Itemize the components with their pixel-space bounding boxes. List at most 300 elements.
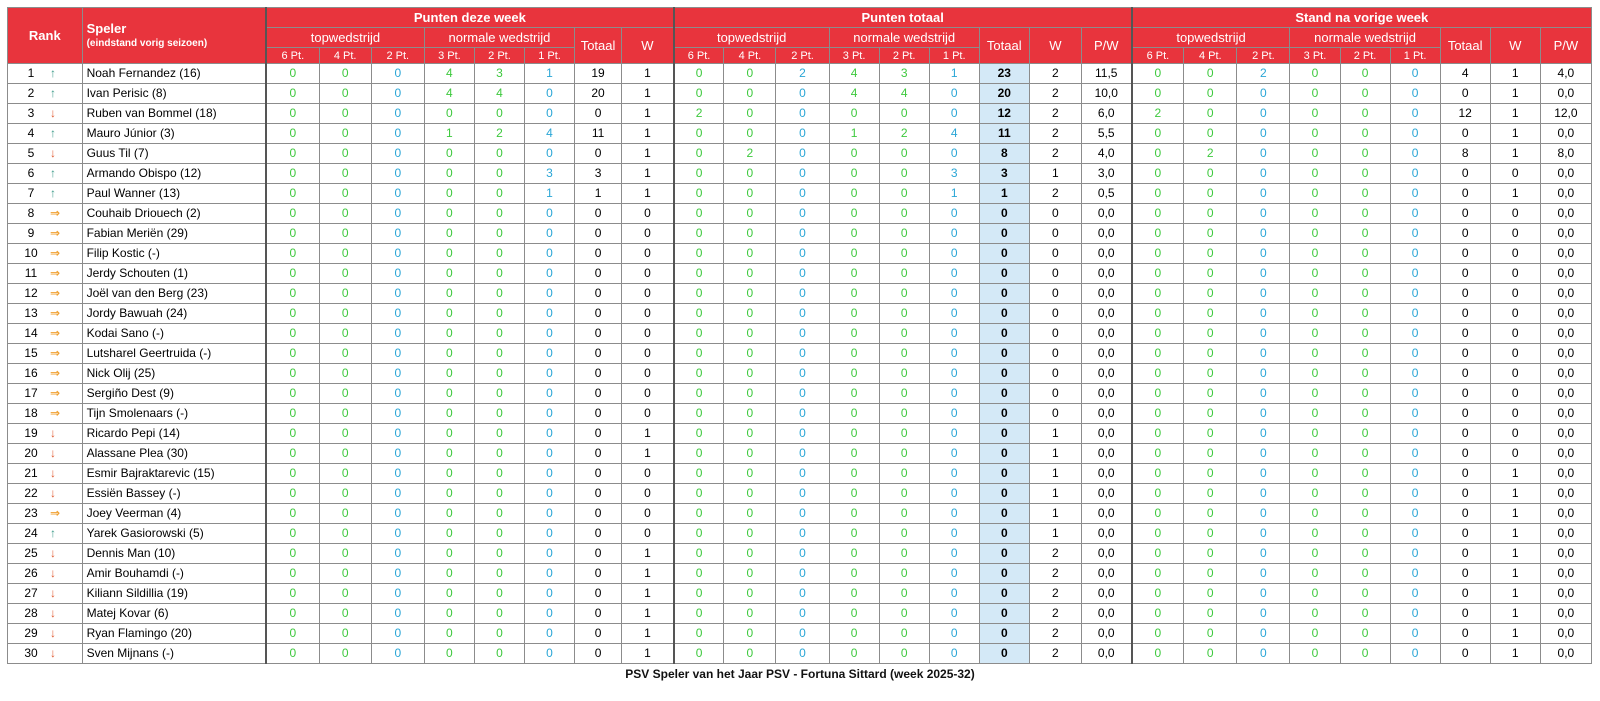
prev-pw-cell: 0,0 (1540, 504, 1591, 524)
week-points-cell: 0 (371, 164, 424, 184)
arrow-right-icon: ⇒ (50, 366, 61, 380)
prev-points-cell: 0 (1290, 624, 1340, 644)
week-points-cell: 0 (266, 624, 319, 644)
total-points-cell: 0 (879, 164, 929, 184)
total-w-cell: 2 (1029, 584, 1081, 604)
prev-points-cell: 0 (1184, 464, 1237, 484)
total-w-cell: 2 (1029, 144, 1081, 164)
player-name: Alassane Plea (30) (82, 444, 266, 464)
col-header-2pt: 2 Pt. (776, 48, 829, 64)
week-points-cell: 0 (371, 604, 424, 624)
total-points-cell: 0 (829, 284, 879, 304)
total-w-cell: 0 (1029, 204, 1081, 224)
speler-header-subtitle: (eindstand vorig seizoen) (86, 37, 208, 49)
prev-points-cell: 0 (1290, 204, 1340, 224)
player-name: Joël van den Berg (23) (82, 284, 266, 304)
col-header-6pt: 6 Pt. (266, 48, 319, 64)
table-row (8, 144, 1592, 164)
arrow-right-icon: ⇒ (50, 406, 61, 420)
prev-points-cell: 0 (1340, 384, 1390, 404)
week-w-cell: 0 (622, 344, 674, 364)
prev-points-cell: 0 (1184, 544, 1237, 564)
week-points-cell: 0 (424, 464, 474, 484)
table-row (8, 464, 1592, 484)
prev-pw-cell: 0,0 (1540, 444, 1591, 464)
total-points-cell: 1 (829, 124, 879, 144)
total-w-cell: 2 (1029, 104, 1081, 124)
standings-body (8, 64, 1592, 664)
total-totaal-cell: 0 (979, 444, 1029, 464)
prev-points-cell: 0 (1237, 124, 1290, 144)
week-w-cell: 1 (622, 104, 674, 124)
total-points-cell: 0 (776, 484, 829, 504)
total-points-cell: 0 (776, 104, 829, 124)
total-points-cell: 0 (674, 324, 724, 344)
total-totaal-cell: 0 (979, 564, 1029, 584)
total-points-cell: 0 (674, 464, 724, 484)
player-name: Paul Wanner (13) (82, 184, 266, 204)
prev-w-cell: 0 (1490, 444, 1540, 464)
week-points-cell: 0 (424, 144, 474, 164)
week-points-cell: 0 (266, 184, 319, 204)
arrow-right-icon: ⇒ (50, 306, 61, 320)
week-points-cell: 0 (474, 164, 524, 184)
total-points-cell: 0 (879, 284, 929, 304)
table-row (8, 264, 1592, 284)
week-totaal-cell: 0 (575, 504, 622, 524)
total-points-cell: 0 (929, 304, 979, 324)
week-points-cell: 0 (424, 204, 474, 224)
rank-number: 21 (24, 466, 38, 480)
total-points-cell: 0 (674, 84, 724, 104)
prev-totaal-cell: 0 (1440, 364, 1490, 384)
prev-points-cell: 0 (1390, 344, 1440, 364)
total-points-cell: 0 (724, 224, 776, 244)
prev-points-cell: 0 (1184, 184, 1237, 204)
week-points-cell: 0 (371, 224, 424, 244)
total-points-cell: 0 (829, 444, 879, 464)
week-points-cell: 3 (474, 64, 524, 84)
total-totaal-cell: 0 (979, 524, 1029, 544)
week-points-cell: 0 (319, 164, 371, 184)
week-points-cell: 0 (319, 524, 371, 544)
prev-w-cell: 1 (1490, 624, 1540, 644)
week-totaal-cell: 19 (575, 64, 622, 84)
total-points-cell: 0 (776, 504, 829, 524)
col-header-totaal: Totaal (979, 28, 1029, 64)
subgroup-normale: normale wedstrijd (1290, 28, 1440, 48)
total-points-cell: 0 (724, 364, 776, 384)
prev-w-cell: 1 (1490, 124, 1540, 144)
prev-pw-cell: 0,0 (1540, 544, 1591, 564)
rank-cell (8, 564, 83, 584)
prev-pw-cell: 0,0 (1540, 224, 1591, 244)
week-points-cell: 0 (371, 484, 424, 504)
prev-points-cell: 0 (1390, 104, 1440, 124)
player-name: Yarek Gasiorowski (5) (82, 524, 266, 544)
total-points-cell: 0 (674, 504, 724, 524)
week-points-cell: 0 (266, 224, 319, 244)
table-row (8, 404, 1592, 424)
week-points-cell: 0 (371, 644, 424, 664)
prev-points-cell: 0 (1237, 244, 1290, 264)
total-points-cell: 0 (674, 204, 724, 224)
prev-points-cell: 0 (1340, 644, 1390, 664)
rank-number: 27 (24, 586, 38, 600)
player-name: Joey Veerman (4) (82, 504, 266, 524)
prev-points-cell: 2 (1132, 104, 1184, 124)
prev-points-cell: 0 (1132, 164, 1184, 184)
week-totaal-cell: 0 (575, 464, 622, 484)
group-header-totaal: Punten totaal (674, 8, 1132, 28)
total-points-cell: 0 (776, 444, 829, 464)
total-points-cell: 0 (724, 544, 776, 564)
week-points-cell: 0 (524, 284, 574, 304)
table-row (8, 424, 1592, 444)
week-points-cell: 0 (266, 64, 319, 84)
player-name: Essiën Bassey (-) (82, 484, 266, 504)
week-points-cell: 0 (424, 584, 474, 604)
prev-w-cell: 1 (1490, 544, 1540, 564)
table-row (8, 324, 1592, 344)
total-points-cell: 0 (776, 224, 829, 244)
week-w-cell: 0 (622, 384, 674, 404)
prev-points-cell: 0 (1237, 324, 1290, 344)
total-points-cell: 0 (929, 84, 979, 104)
week-totaal-cell: 0 (575, 544, 622, 564)
arrow-down-icon: ↓ (50, 566, 56, 580)
arrow-down-icon: ↓ (50, 146, 56, 160)
total-w-cell: 1 (1029, 504, 1081, 524)
col-header-2pt-normal: 2 Pt. (474, 48, 524, 64)
prev-totaal-cell: 0 (1440, 504, 1490, 524)
week-points-cell: 0 (474, 264, 524, 284)
week-points-cell: 0 (319, 484, 371, 504)
total-pw-cell: 0,0 (1081, 364, 1131, 384)
week-points-cell: 0 (371, 84, 424, 104)
player-name: Amir Bouhamdi (-) (82, 564, 266, 584)
rank-number: 6 (27, 166, 35, 180)
prev-points-cell: 0 (1184, 224, 1237, 244)
total-points-cell: 0 (674, 284, 724, 304)
prev-points-cell: 0 (1184, 84, 1237, 104)
week-points-cell: 0 (266, 524, 319, 544)
week-points-cell: 0 (524, 344, 574, 364)
col-header-1pt: 1 Pt. (1390, 48, 1440, 64)
week-points-cell: 0 (424, 384, 474, 404)
week-points-cell: 0 (524, 564, 574, 584)
table-row (8, 544, 1592, 564)
prev-points-cell: 0 (1237, 284, 1290, 304)
prev-totaal-cell: 0 (1440, 304, 1490, 324)
total-points-cell: 0 (929, 524, 979, 544)
prev-points-cell: 0 (1132, 604, 1184, 624)
total-points-cell: 0 (776, 84, 829, 104)
total-w-cell: 1 (1029, 524, 1081, 544)
total-totaal-cell: 0 (979, 204, 1029, 224)
total-points-cell: 0 (674, 124, 724, 144)
prev-pw-cell: 0,0 (1540, 164, 1591, 184)
total-totaal-cell: 0 (979, 264, 1029, 284)
total-points-cell: 0 (724, 184, 776, 204)
total-points-cell: 0 (724, 564, 776, 584)
week-points-cell: 0 (424, 284, 474, 304)
prev-points-cell: 0 (1132, 544, 1184, 564)
prev-totaal-cell: 0 (1440, 204, 1490, 224)
week-points-cell: 0 (266, 104, 319, 124)
prev-points-cell: 0 (1290, 404, 1340, 424)
week-w-cell: 1 (622, 584, 674, 604)
week-points-cell: 0 (266, 484, 319, 504)
arrow-right-icon: ⇒ (50, 506, 61, 520)
total-points-cell: 0 (929, 384, 979, 404)
total-points-cell: 0 (724, 484, 776, 504)
week-points-cell: 4 (424, 64, 474, 84)
week-totaal-cell: 0 (575, 284, 622, 304)
week-w-cell: 0 (622, 284, 674, 304)
prev-points-cell: 0 (1237, 444, 1290, 464)
prev-points-cell: 0 (1184, 264, 1237, 284)
total-points-cell: 0 (879, 584, 929, 604)
total-points-cell: 0 (879, 464, 929, 484)
week-points-cell: 0 (319, 244, 371, 264)
total-points-cell: 0 (724, 204, 776, 224)
table-row (8, 224, 1592, 244)
player-name: Kodai Sano (-) (82, 324, 266, 344)
total-totaal-cell: 0 (979, 424, 1029, 444)
prev-points-cell: 0 (1184, 404, 1237, 424)
prev-points-cell: 0 (1290, 64, 1340, 84)
prev-points-cell: 0 (1237, 564, 1290, 584)
week-points-cell: 0 (524, 444, 574, 464)
prev-points-cell: 0 (1237, 144, 1290, 164)
total-pw-cell: 0,0 (1081, 264, 1131, 284)
total-points-cell: 0 (879, 344, 929, 364)
rank-cell (8, 144, 83, 164)
week-points-cell: 0 (371, 564, 424, 584)
table-row (8, 164, 1592, 184)
total-points-cell: 0 (829, 364, 879, 384)
week-points-cell: 0 (266, 324, 319, 344)
total-points-cell: 0 (776, 424, 829, 444)
prev-points-cell: 0 (1340, 104, 1390, 124)
week-points-cell: 0 (266, 584, 319, 604)
prev-w-cell: 1 (1490, 524, 1540, 544)
rank-number: 19 (24, 426, 38, 440)
total-totaal-cell: 0 (979, 404, 1029, 424)
total-points-cell: 0 (776, 144, 829, 164)
total-points-cell: 0 (929, 624, 979, 644)
prev-points-cell: 0 (1340, 164, 1390, 184)
week-points-cell: 0 (371, 384, 424, 404)
prev-points-cell: 0 (1237, 84, 1290, 104)
week-points-cell: 0 (319, 304, 371, 324)
total-points-cell: 0 (879, 384, 929, 404)
prev-pw-cell: 0,0 (1540, 644, 1591, 664)
prev-points-cell: 0 (1390, 124, 1440, 144)
week-points-cell: 0 (424, 164, 474, 184)
week-totaal-cell: 0 (575, 204, 622, 224)
prev-w-cell: 1 (1490, 604, 1540, 624)
prev-points-cell: 0 (1340, 404, 1390, 424)
week-points-cell: 0 (524, 144, 574, 164)
week-points-cell: 0 (524, 364, 574, 384)
week-points-cell: 0 (424, 524, 474, 544)
week-points-cell: 0 (474, 244, 524, 264)
table-row (8, 184, 1592, 204)
week-points-cell: 0 (424, 364, 474, 384)
week-w-cell: 0 (622, 204, 674, 224)
table-row (8, 524, 1592, 544)
prev-points-cell: 0 (1237, 264, 1290, 284)
arrow-right-icon: ⇒ (50, 326, 61, 340)
table-caption: PSV Speler van het Jaar PSV - Fortuna Sittard (week 2025-32) (625, 667, 975, 681)
total-points-cell: 0 (724, 644, 776, 664)
week-points-cell: 0 (474, 484, 524, 504)
total-points-cell: 0 (724, 404, 776, 424)
table-row (8, 104, 1592, 124)
prev-points-cell: 0 (1184, 644, 1237, 664)
total-totaal-cell: 3 (979, 164, 1029, 184)
prev-points-cell: 0 (1184, 584, 1237, 604)
arrow-right-icon: ⇒ (50, 346, 61, 360)
week-points-cell: 0 (371, 304, 424, 324)
total-w-cell: 1 (1029, 164, 1081, 184)
week-w-cell: 0 (622, 504, 674, 524)
total-points-cell: 0 (929, 484, 979, 504)
subgroup-topwedstrijd: topwedstrijd (1132, 28, 1290, 48)
prev-points-cell: 0 (1390, 444, 1440, 464)
prev-points-cell: 0 (1340, 184, 1390, 204)
total-w-cell: 2 (1029, 564, 1081, 584)
total-points-cell: 0 (929, 564, 979, 584)
rank-cell (8, 524, 83, 544)
rank-cell (8, 84, 83, 104)
total-w-cell: 2 (1029, 644, 1081, 664)
week-points-cell: 0 (474, 344, 524, 364)
prev-points-cell: 0 (1184, 344, 1237, 364)
total-points-cell: 0 (829, 524, 879, 544)
col-header-2pt: 2 Pt. (1237, 48, 1290, 64)
prev-points-cell: 0 (1390, 264, 1440, 284)
rank-number: 5 (27, 146, 35, 160)
week-points-cell: 0 (424, 504, 474, 524)
total-points-cell: 0 (929, 264, 979, 284)
week-points-cell: 0 (371, 104, 424, 124)
total-points-cell: 0 (674, 304, 724, 324)
prev-pw-cell: 0,0 (1540, 484, 1591, 504)
total-points-cell: 0 (929, 604, 979, 624)
col-header-4pt: 4 Pt. (319, 48, 371, 64)
total-w-cell: 1 (1029, 464, 1081, 484)
week-points-cell: 0 (319, 204, 371, 224)
week-points-cell: 0 (474, 304, 524, 324)
prev-w-cell: 0 (1490, 384, 1540, 404)
prev-w-cell: 0 (1490, 424, 1540, 444)
rank-number: 12 (24, 286, 38, 300)
week-points-cell: 4 (424, 84, 474, 104)
week-points-cell: 0 (371, 624, 424, 644)
week-points-cell: 0 (524, 604, 574, 624)
total-totaal-cell: 0 (979, 244, 1029, 264)
prev-points-cell: 0 (1132, 224, 1184, 244)
week-points-cell: 0 (266, 384, 319, 404)
total-points-cell: 0 (879, 104, 929, 124)
prev-points-cell: 0 (1390, 244, 1440, 264)
total-points-cell: 0 (776, 204, 829, 224)
prev-totaal-cell: 0 (1440, 124, 1490, 144)
col-header-3pt: 3 Pt. (424, 48, 474, 64)
total-points-cell: 0 (674, 364, 724, 384)
prev-points-cell: 0 (1184, 204, 1237, 224)
total-points-cell: 0 (724, 504, 776, 524)
prev-points-cell: 0 (1184, 124, 1237, 144)
subgroup-normale: normale wedstrijd (829, 28, 979, 48)
week-points-cell: 0 (524, 104, 574, 124)
total-points-cell: 0 (674, 244, 724, 264)
week-w-cell: 1 (622, 184, 674, 204)
rank-cell (8, 424, 83, 444)
player-name: Dennis Man (10) (82, 544, 266, 564)
week-totaal-cell: 0 (575, 524, 622, 544)
rank-number: 10 (24, 246, 38, 260)
prev-points-cell: 0 (1340, 64, 1390, 84)
total-points-cell: 0 (929, 444, 979, 464)
week-w-cell: 0 (622, 404, 674, 424)
week-totaal-cell: 0 (575, 384, 622, 404)
prev-points-cell: 0 (1237, 544, 1290, 564)
player-name: Kiliann Sildillia (19) (82, 584, 266, 604)
week-points-cell: 0 (474, 604, 524, 624)
total-totaal-cell: 0 (979, 464, 1029, 484)
prev-w-cell: 0 (1490, 224, 1540, 244)
table-row (8, 644, 1592, 664)
total-points-cell: 4 (879, 84, 929, 104)
total-w-cell: 0 (1029, 264, 1081, 284)
prev-totaal-cell: 0 (1440, 84, 1490, 104)
week-points-cell: 0 (266, 344, 319, 364)
week-points-cell: 0 (524, 304, 574, 324)
prev-points-cell: 0 (1237, 644, 1290, 664)
rank-cell (8, 444, 83, 464)
total-points-cell: 0 (929, 464, 979, 484)
prev-points-cell: 0 (1132, 484, 1184, 504)
prev-points-cell: 0 (1290, 644, 1340, 664)
player-name: Ricardo Pepi (14) (82, 424, 266, 444)
total-points-cell: 0 (829, 384, 879, 404)
arrow-down-icon: ↓ (50, 606, 56, 620)
total-points-cell: 0 (674, 484, 724, 504)
col-header-1pt: 1 Pt. (524, 48, 574, 64)
prev-points-cell: 0 (1132, 204, 1184, 224)
rank-number: 2 (27, 86, 35, 100)
week-points-cell: 0 (424, 644, 474, 664)
total-points-cell: 0 (776, 524, 829, 544)
total-totaal-cell: 0 (979, 484, 1029, 504)
week-w-cell: 1 (622, 444, 674, 464)
total-points-cell: 0 (929, 364, 979, 384)
rank-cell (8, 624, 83, 644)
col-header-w: W (622, 28, 674, 64)
col-header-w: W (1029, 28, 1081, 64)
week-points-cell: 0 (266, 464, 319, 484)
prev-w-cell: 1 (1490, 564, 1540, 584)
total-totaal-cell: 1 (979, 184, 1029, 204)
week-points-cell: 0 (424, 304, 474, 324)
col-header-6pt: 6 Pt. (1132, 48, 1184, 64)
total-points-cell: 0 (879, 484, 929, 504)
rank-cell (8, 124, 83, 144)
